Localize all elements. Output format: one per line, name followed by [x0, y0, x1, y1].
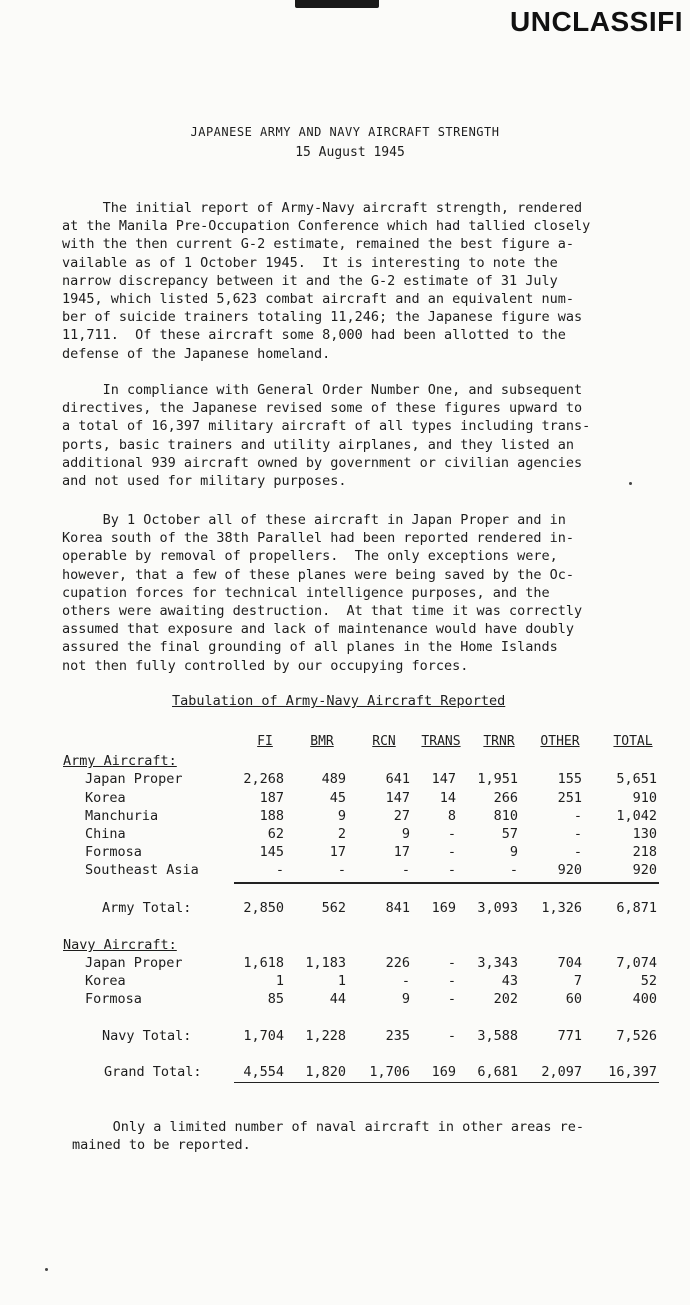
table-cell: 60 — [565, 991, 582, 1007]
table-cell: 226 — [385, 955, 410, 971]
table-cell: - — [447, 844, 456, 860]
table-cell: 45 — [329, 790, 346, 806]
text-line: operable by removal of propellers. The only exceptions were, — [62, 548, 558, 565]
table-cell: 1 — [275, 973, 284, 989]
table-cell: - — [401, 973, 410, 989]
redacted-stamp-bar — [295, 0, 379, 8]
navy-total-label: Navy Total: — [102, 1028, 192, 1044]
text-line: 1945, which listed 5,623 combat aircraft and an equivalent num- — [62, 291, 575, 308]
table-cell: 266 — [493, 790, 518, 806]
table-cell: 489 — [321, 771, 346, 787]
table-cell: 3,588 — [477, 1028, 518, 1044]
table-cell: 62 — [267, 826, 284, 842]
army-total-label: Army Total: — [102, 900, 192, 916]
table-cell: 7,074 — [616, 955, 657, 971]
table-cell: 1,042 — [616, 808, 657, 824]
table-cell: 1,706 — [369, 1064, 410, 1080]
table-cell: - — [337, 862, 346, 878]
table-cell: - — [447, 826, 456, 842]
text-line: however, that a few of these planes were being saved by the Oc- — [62, 566, 575, 583]
table-cell: - — [573, 826, 582, 842]
table-cell: 6,871 — [616, 900, 657, 916]
table-cell: 704 — [557, 955, 582, 971]
table-cell: 400 — [632, 991, 657, 1007]
army-row-label: Southeast Asia — [85, 862, 199, 878]
table-cell: 9 — [509, 844, 518, 860]
text-line: narrow discrepancy between it and the G-2 estimate of 31 July — [62, 272, 558, 289]
column-header: BMR — [310, 734, 334, 749]
text-line: not then fully controlled by our occupying forces. — [62, 657, 469, 674]
table-cell: 7,526 — [616, 1028, 657, 1044]
table-cell: 771 — [557, 1028, 582, 1044]
table-cell: 2 — [337, 826, 346, 842]
paragraph-2 — [62, 381, 657, 490]
text-line: assumed that exposure and lack of maintenance would have doubly — [62, 621, 575, 638]
column-header: FI — [257, 734, 273, 749]
table-cell: 14 — [439, 790, 456, 806]
paper-speck — [629, 482, 632, 485]
table-cell: 44 — [329, 991, 346, 1007]
table-cell: 85 — [267, 991, 284, 1007]
paper-speck — [45, 1268, 48, 1271]
table-cell: 1,704 — [243, 1028, 284, 1044]
table-cell: 145 — [259, 844, 284, 860]
table-cell: 5,651 — [616, 771, 657, 787]
table-cell: 147 — [431, 771, 456, 787]
document-date: 15 August 1945 — [295, 145, 405, 160]
text-line: with the then current G-2 estimate, remained the best figure a- — [62, 236, 575, 253]
army-row-label: China — [85, 826, 126, 842]
table-cell: - — [447, 955, 456, 971]
table-cell: 2,097 — [541, 1064, 582, 1080]
table-cell: 43 — [501, 973, 518, 989]
table-cell: 17 — [393, 844, 410, 860]
table-cell: 8 — [447, 808, 456, 824]
table-cell: - — [573, 808, 582, 824]
table-cell: - — [447, 973, 456, 989]
table-cell: - — [447, 1028, 456, 1044]
table-cell: 1,326 — [541, 900, 582, 916]
text-line: mained to be reported. — [72, 1137, 251, 1153]
table-cell: 57 — [501, 826, 518, 842]
document-title: JAPANESE ARMY AND NAVY AIRCRAFT STRENGTH — [190, 125, 500, 139]
paragraph-3 — [62, 511, 657, 675]
army-section-label: Army Aircraft: — [63, 753, 177, 769]
table-cell: 17 — [329, 844, 346, 860]
table-cell: - — [401, 862, 410, 878]
table-cell: 202 — [493, 991, 518, 1007]
table-cell: 9 — [401, 826, 410, 842]
text-line: additional 939 aircraft owned by government or civilian agencies — [62, 454, 583, 471]
column-header: TRNR — [483, 734, 515, 749]
text-line: Only a limited number of naval aircraft in other areas re- — [72, 1119, 585, 1135]
table-cell: 52 — [640, 973, 657, 989]
table-cell: 188 — [259, 808, 284, 824]
navy-row-label: Korea — [85, 973, 126, 989]
army-row-label: Manchuria — [85, 808, 159, 824]
text-line: ports, basic trainers and utility airplanes, and they listed an — [62, 436, 575, 453]
text-line: assured the final grounding of all planes in the Home Islands — [62, 639, 558, 656]
navy-section-label: Navy Aircraft: — [63, 937, 177, 953]
army-row-label: Korea — [85, 790, 126, 806]
table-cell: 155 — [557, 771, 582, 787]
column-header: TOTAL — [613, 734, 653, 749]
table-cell: 16,397 — [608, 1064, 657, 1080]
text-line: others were awaiting destruction. At that time it was correctly — [62, 603, 583, 620]
text-line: defense of the Japanese homeland. — [62, 345, 331, 362]
table-title: Tabulation of Army-Navy Aircraft Reported — [172, 693, 506, 709]
text-line: and not used for military purposes. — [62, 473, 347, 490]
table-cell: 1,228 — [305, 1028, 346, 1044]
table-cell: 147 — [385, 790, 410, 806]
text-line: In compliance with General Order Number One, and subsequent — [62, 382, 583, 398]
table-cell: - — [509, 862, 518, 878]
table-cell: 27 — [393, 808, 410, 824]
table-cell: 2,268 — [243, 771, 284, 787]
table-cell: - — [447, 862, 456, 878]
army-row-label: Japan Proper — [85, 771, 183, 787]
table-cell: 1,183 — [305, 955, 346, 971]
table-cell: - — [573, 844, 582, 860]
table-cell: 920 — [557, 862, 582, 878]
table-cell: 3,343 — [477, 955, 518, 971]
text-line: By 1 October all of these aircraft in Japan Proper and in — [62, 512, 566, 528]
text-line: directives, the Japanese revised some of these figures upward to — [62, 400, 583, 417]
table-cell: 841 — [385, 900, 410, 916]
text-line: a total of 16,397 military aircraft of all types including trans- — [62, 418, 591, 435]
table-cell: 9 — [401, 991, 410, 1007]
table-cell: 1,618 — [243, 955, 284, 971]
paragraph-1 — [62, 199, 657, 363]
column-header: OTHER — [540, 734, 580, 749]
table-cell: 1,951 — [477, 771, 518, 787]
table-cell: 562 — [321, 900, 346, 916]
table-cell: 810 — [493, 808, 518, 824]
table-cell: 218 — [632, 844, 657, 860]
table-cell: 1,820 — [305, 1064, 346, 1080]
table-cell: 1 — [337, 973, 346, 989]
table-cell: 169 — [431, 1064, 456, 1080]
text-line: The initial report of Army-Navy aircraft strength, rendered — [62, 200, 583, 216]
table-cell: 2,850 — [243, 900, 284, 916]
navy-row-label: Formosa — [85, 991, 142, 1007]
table-cell: 6,681 — [477, 1064, 518, 1080]
table-cell: - — [275, 862, 284, 878]
table-cell: 235 — [385, 1028, 410, 1044]
subtotal-rule — [234, 882, 659, 884]
table-cell: 641 — [385, 771, 410, 787]
table-cell: 3,093 — [477, 900, 518, 916]
column-header: RCN — [372, 734, 396, 749]
table-cell: 130 — [632, 826, 657, 842]
column-header: TRANS — [421, 734, 461, 749]
table-cell: 910 — [632, 790, 657, 806]
text-line: 11,711. Of these aircraft some 8,000 had been allotted to the — [62, 327, 566, 344]
classification-stamp: UNCLASSIFI — [510, 6, 683, 37]
grand-total-label: Grand Total: — [104, 1064, 202, 1080]
army-row-label: Formosa — [85, 844, 142, 860]
table-cell: - — [447, 991, 456, 1007]
table-cell: 187 — [259, 790, 284, 806]
grand-total-rule — [234, 1082, 659, 1083]
text-line: cupation forces for technical intelligence purposes, and the — [62, 584, 550, 601]
text-line: Korea south of the 38th Parallel had been reported rendered in- — [62, 530, 575, 547]
text-line: ber of suicide trainers totaling 11,246; the Japanese figure was — [62, 309, 583, 326]
footnote — [72, 1118, 652, 1154]
table-cell: 9 — [337, 808, 346, 824]
table-cell: 7 — [573, 973, 582, 989]
text-line: at the Manila Pre-Occupation Conference which had tallied closely — [62, 218, 591, 235]
table-cell: 4,554 — [243, 1064, 284, 1080]
table-cell: 169 — [431, 900, 456, 916]
table-cell: 251 — [557, 790, 582, 806]
navy-row-label: Japan Proper — [85, 955, 183, 971]
text-line: vailable as of 1 October 1945. It is interesting to note the — [62, 254, 558, 271]
table-cell: 920 — [632, 862, 657, 878]
